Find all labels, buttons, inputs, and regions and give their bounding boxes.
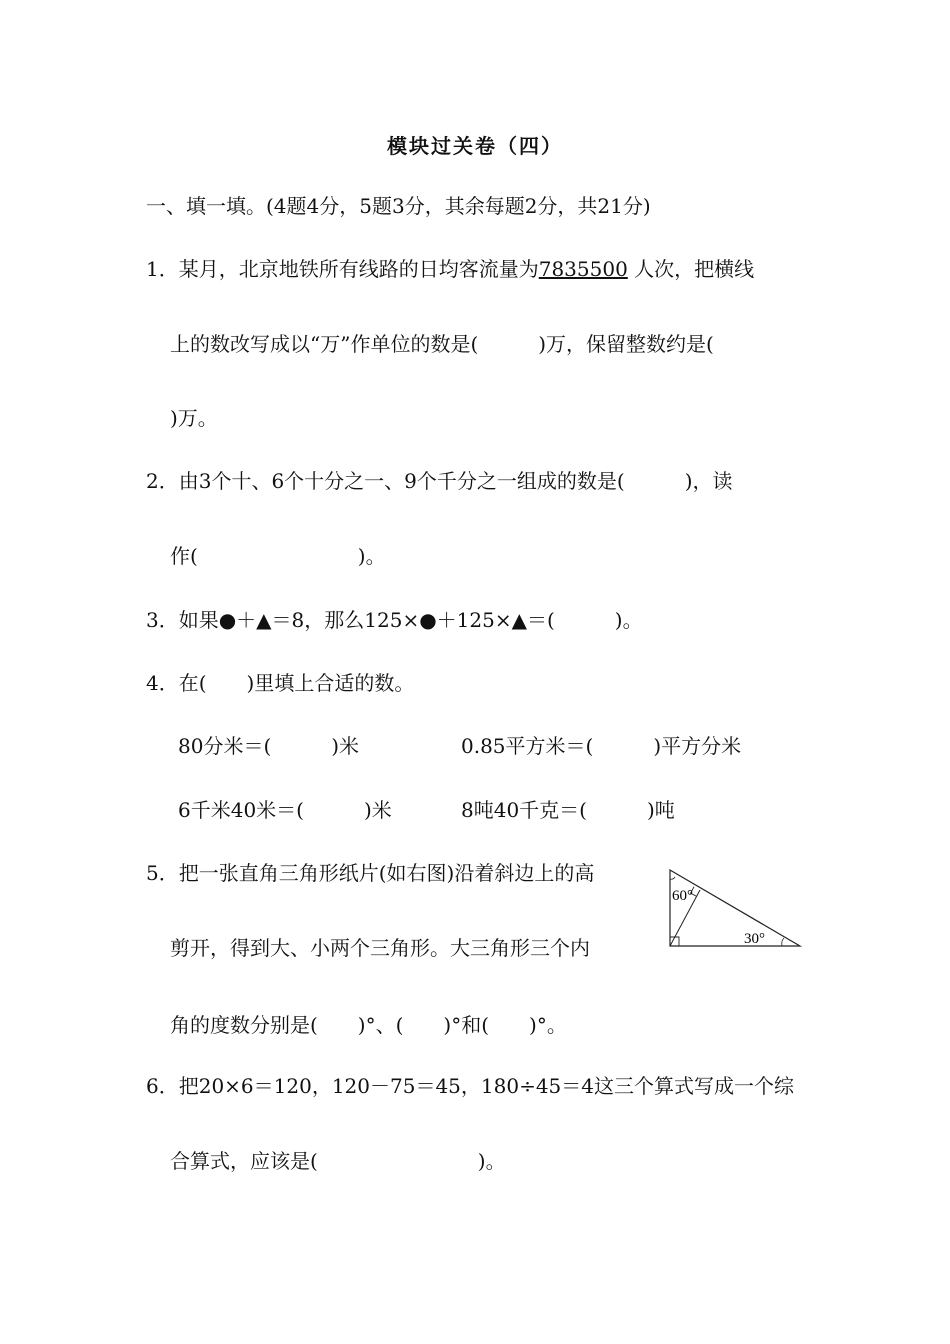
q5-line2: 剪开，得到大、小两个三角形。大三角形三个内: [170, 936, 590, 960]
q1-text-a: 1．某月，北京地铁所有线路的日均客流量为: [146, 257, 539, 281]
q1-line3: )万。: [170, 406, 218, 430]
q4-item-c: 6千米40米＝( )米: [178, 798, 392, 822]
q1-underlined-number: 7835500: [538, 257, 628, 281]
page-title: 模块过关卷（四）: [387, 134, 563, 158]
q1-line1: [146, 256, 754, 282]
q3-line1: 3．如果●＋▲＝8，那么125×●＋125×▲＝( )。: [146, 608, 643, 632]
q1-line2: 上的数改写成以“万”作单位的数是( )万，保留整数约是(: [170, 332, 714, 356]
section-heading: 一、填一填。(4题4分，5题3分，其余每题2分，共21分): [146, 194, 651, 218]
q4-line1: 4．在( )里填上合适的数。: [146, 671, 415, 695]
angle-label-30: 30°: [744, 931, 765, 947]
q1-text-b: 人次，把横线: [627, 257, 755, 281]
q4-item-b: 0.85平方米＝( )平方分米: [461, 734, 742, 758]
angle-arc-right: [782, 938, 784, 946]
q4-item-d: 8吨40千克＝( )吨: [461, 798, 675, 822]
q6-line2: 合算式，应该是( )。: [170, 1149, 506, 1173]
right-triangle-figure: [664, 866, 804, 952]
q5-line3: 角的度数分别是( )°、( )°和( )°。: [170, 1013, 567, 1037]
q6-line1: 6．把20×6＝120，120－75＝45，180÷45＝4这三个算式写成一个综: [146, 1074, 795, 1098]
q2-line1: 2．由3个十、6个十分之一、9个千分之一组成的数是( )，读: [146, 469, 733, 493]
q5-line1: 5．把一张直角三角形纸片(如右图)沿着斜边上的高: [146, 861, 595, 885]
triangle-outline: [670, 870, 800, 946]
q2-line2: 作( )。: [170, 544, 386, 568]
angle-label-60: 60°: [672, 888, 693, 904]
q4-item-a: 80分米＝( )米: [178, 734, 360, 758]
angle-arc-top: [670, 877, 675, 879]
